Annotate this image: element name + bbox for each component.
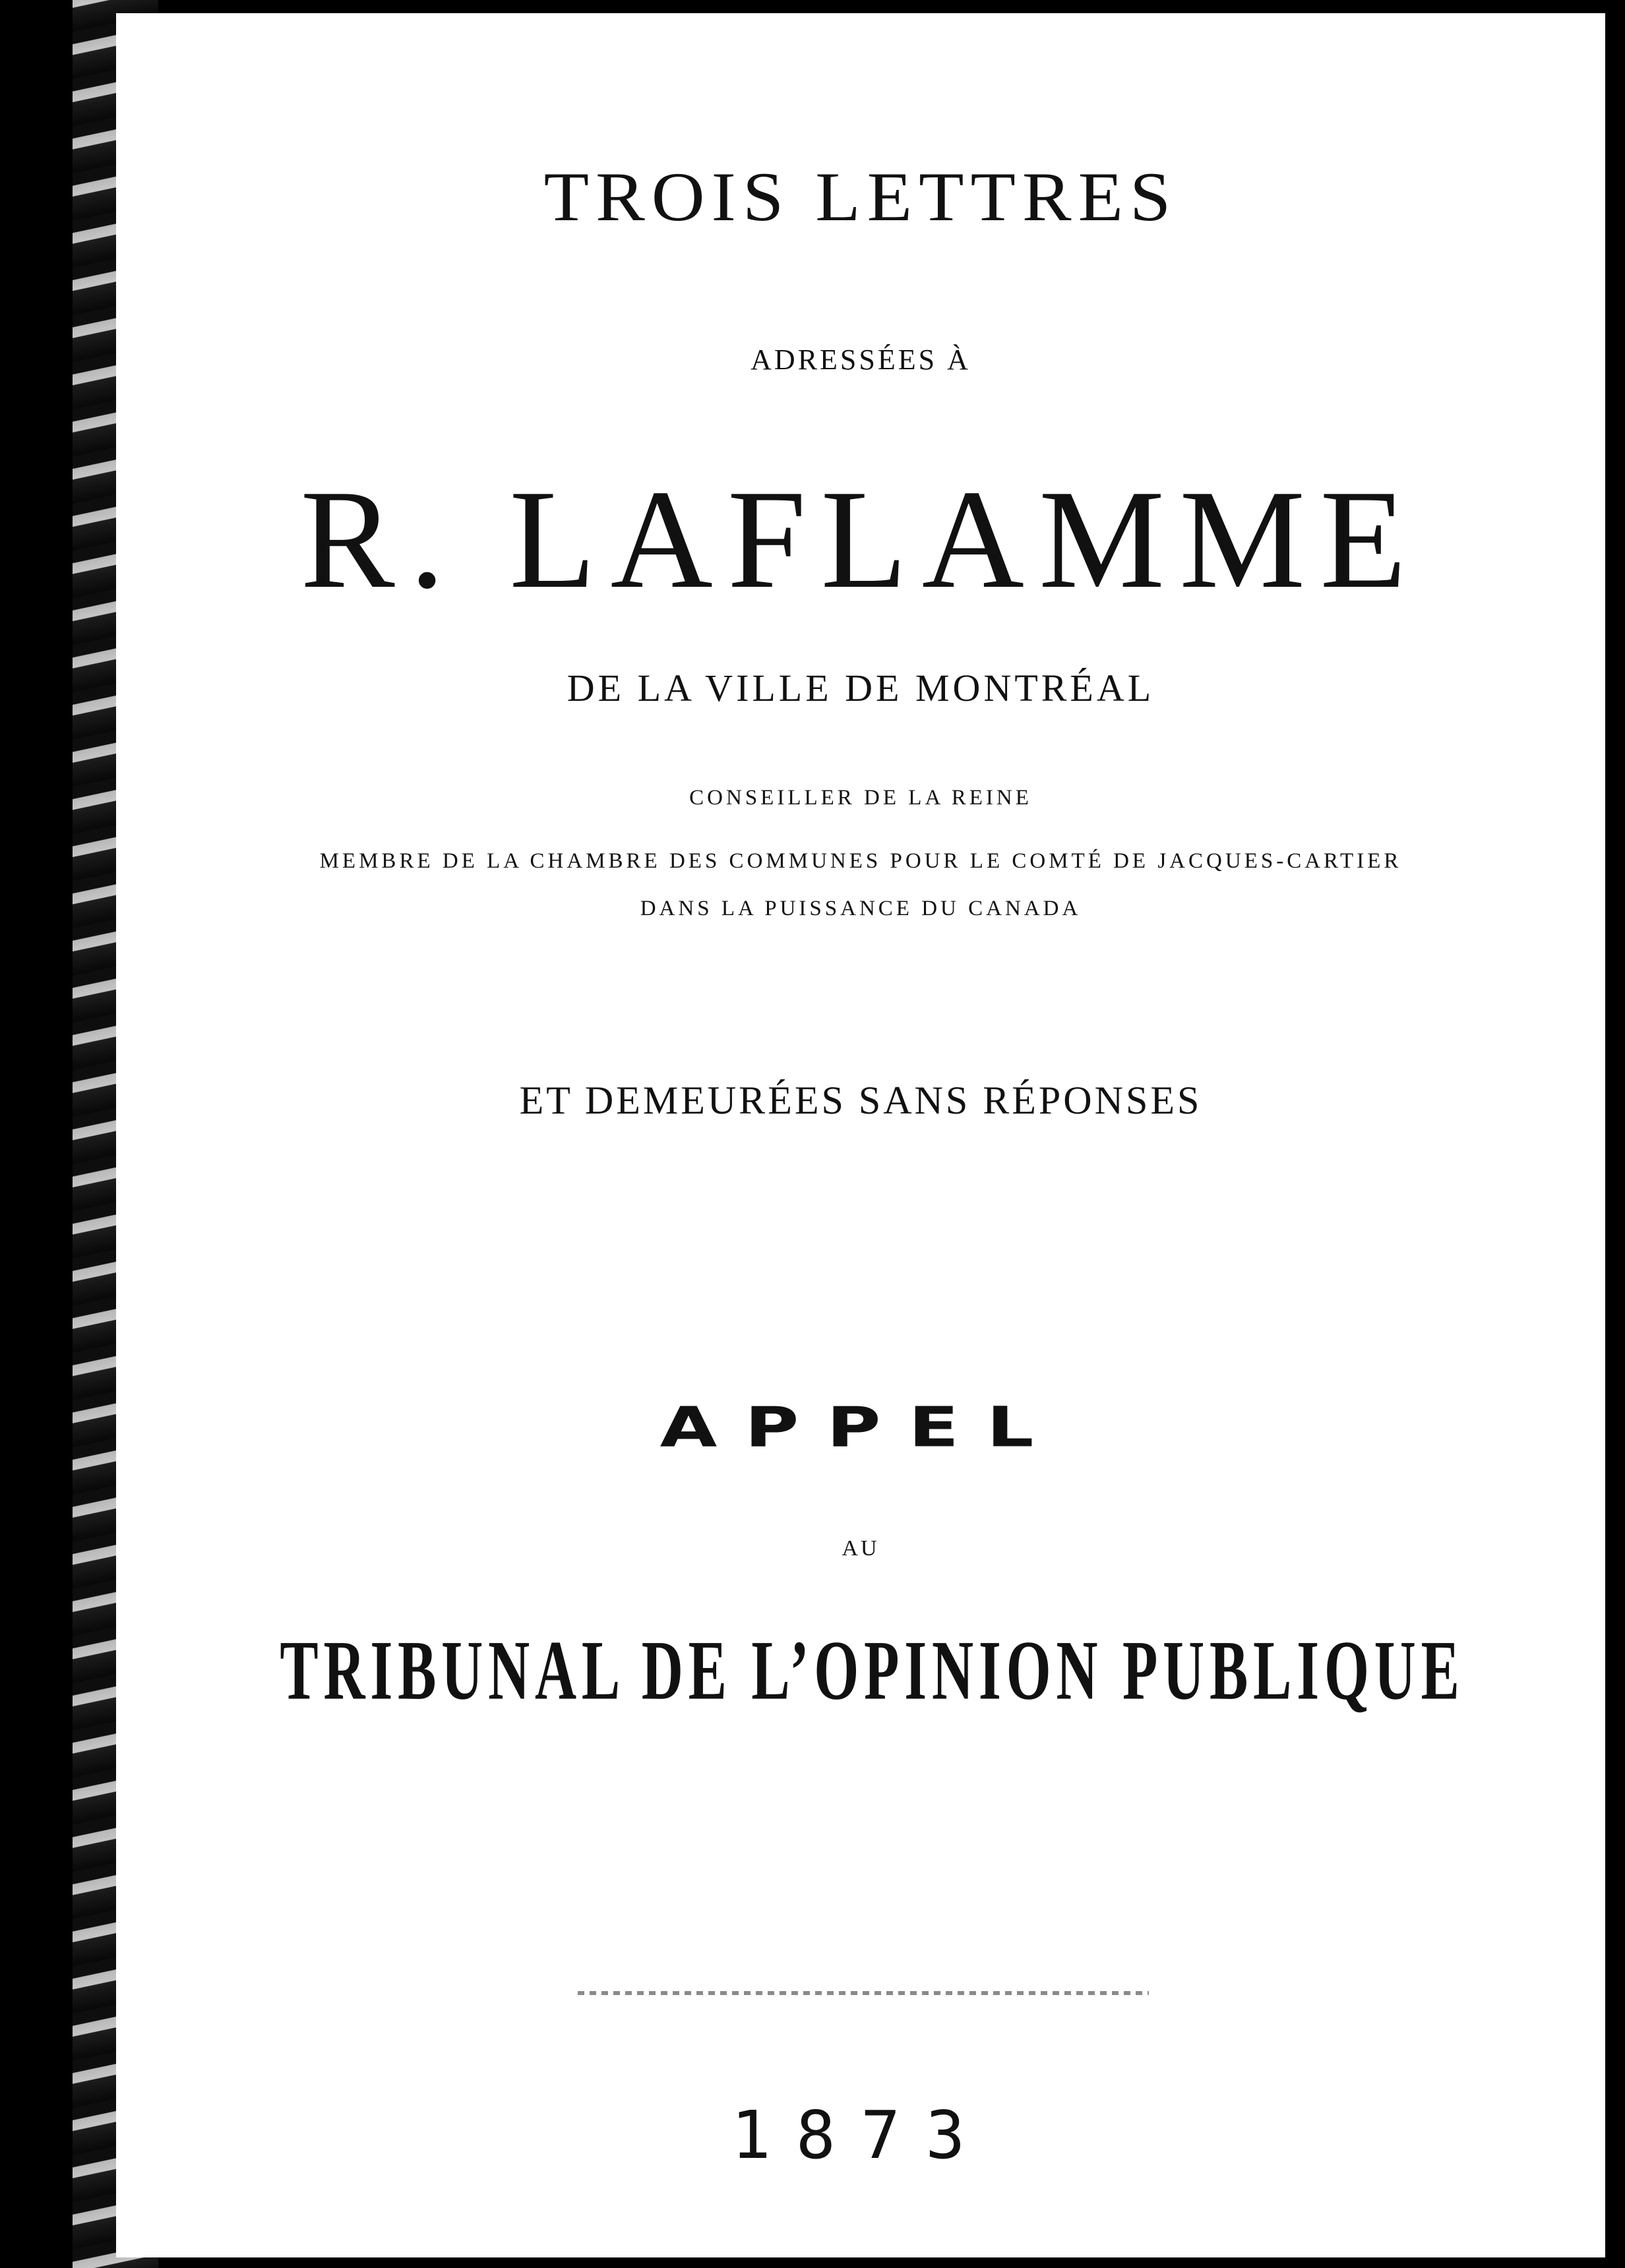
tribunal-heading: TRIBUNAL DE L’OPINION PUBLIQUE	[280, 1623, 1465, 1718]
subtitle-unanswered: ET DEMEURÉES SANS RÉPONSES	[519, 1079, 1202, 1122]
addressed-to-line: ADRESSÉES À	[751, 343, 971, 376]
credential-line-1: CONSEILLER DE LA REINE	[689, 786, 1032, 810]
recipient-name: R. LAFLAMME	[300, 460, 1421, 618]
scan-border	[0, 0, 73, 2268]
appeal-heading: APPEL	[659, 1395, 1062, 1460]
publication-year: 1873	[731, 2097, 991, 2174]
decorative-rule	[578, 1991, 1149, 1995]
title-page	[116, 13, 1605, 2257]
credential-line-2: MEMBRE DE LA CHAMBRE DES COMMUNES POUR LE COMTÉ DE JACQUES-CARTIER	[319, 849, 1402, 873]
book-title: TROIS LETTRES	[543, 158, 1178, 236]
appeal-connector: AU	[842, 1536, 880, 1561]
credential-line-3: DANS LA PUISSANCE DU CANADA	[640, 897, 1082, 920]
recipient-city: DE LA VILLE DE MONTRÉAL	[567, 667, 1155, 709]
